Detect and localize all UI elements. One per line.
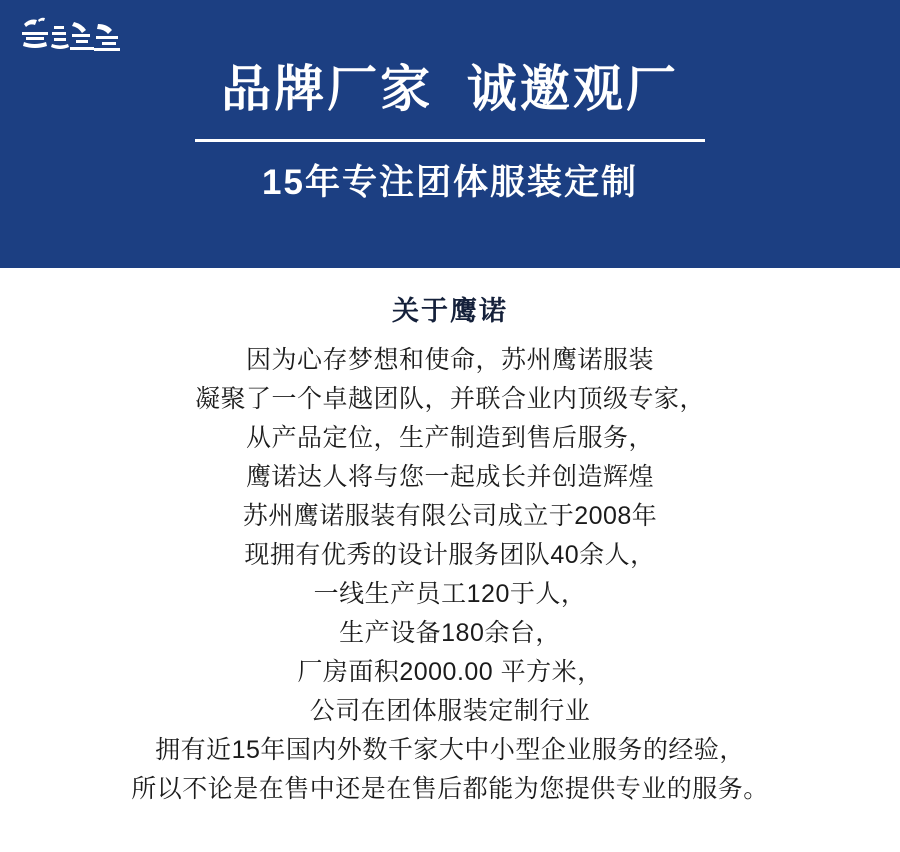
banner-title: 品牌厂家 诚邀观厂	[221, 61, 679, 117]
about-line: 现拥有优秀的设计服务团队40余人，	[244, 541, 656, 570]
about-line: 凝聚了一个卓越团队，并联合业内顶级专家，	[194, 385, 705, 414]
about-line: 因为心存梦想和使命，苏州鹰诺服装	[245, 346, 654, 375]
about-line: 苏州鹰诺服装有限公司成立于2008年	[242, 502, 658, 531]
about-line: 厂房面积2000.00 平方米，	[297, 658, 603, 687]
promo-banner	[0, 0, 900, 268]
banner-divider	[195, 139, 705, 142]
about-body	[0, 341, 900, 809]
about-line: 拥有近15年国内外数千家大中小型企业服务的经验，	[155, 736, 745, 765]
about-line: 生产设备180余台，	[339, 619, 561, 648]
banner-subtitle: 15年专注团体服装定制	[262, 163, 638, 202]
about-line: 从产品定位，生产制造到售后服务，	[245, 424, 654, 453]
about-section	[0, 268, 900, 809]
about-line: 所以不论是在售中还是在售后都能为您提供专业的服务。	[131, 775, 769, 804]
about-line: 鹰诺达人将与您一起成长并创造辉煌	[245, 463, 654, 492]
about-heading: 关于鹰诺	[392, 296, 508, 326]
about-line: 一线生产员工120于人，	[313, 580, 587, 609]
about-line: 公司在团体服装定制行业	[309, 697, 591, 726]
banner-text-block	[0, 0, 900, 268]
